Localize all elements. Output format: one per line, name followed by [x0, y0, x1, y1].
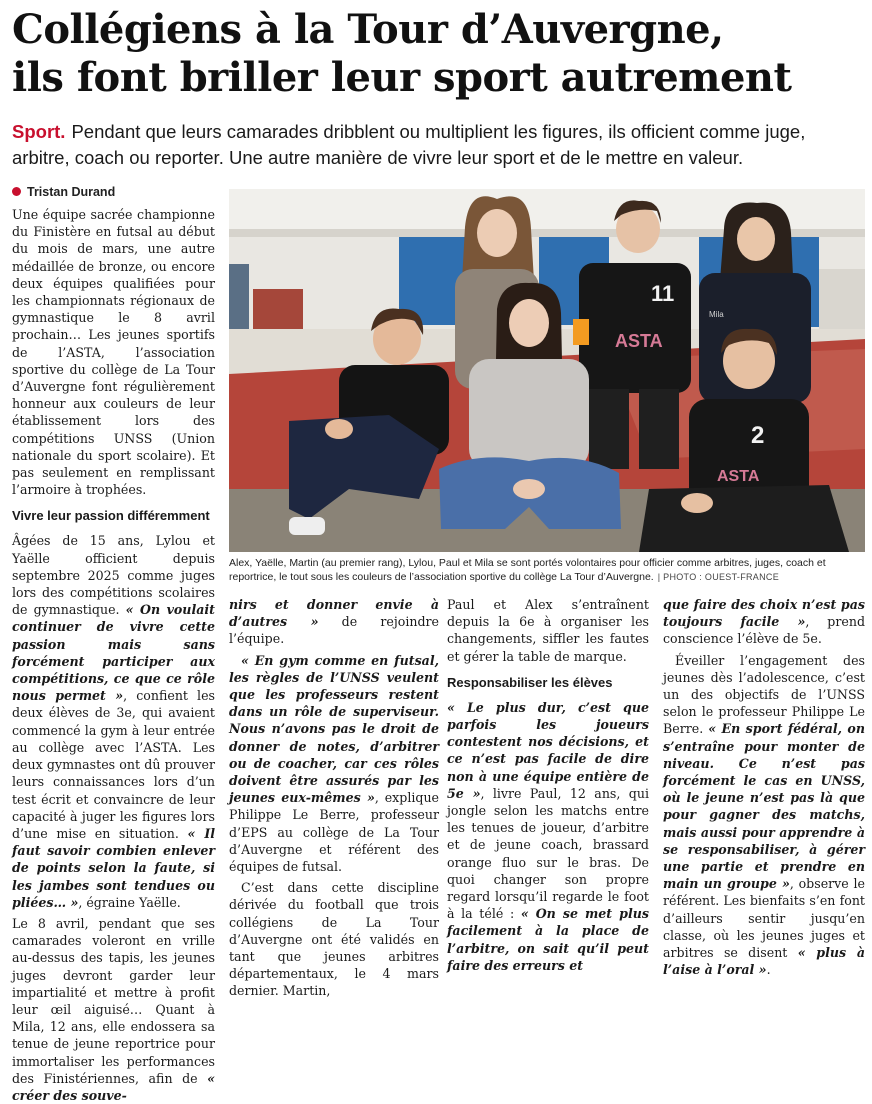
- text-segment: de rejoindre l’équipe.: [229, 614, 439, 647]
- section-kicker: Sport.: [12, 121, 66, 142]
- quote: « En sport fédéral, on s’entraîne pour monter de niveau. Ce n’est pas forcément le cas en UNSS, où le jeune n’est pas là que pour gagner des matchs, mais aussi pour apprendre à se responsabiliser, à gérer une partie et prendre en main un groupe »: [663, 721, 865, 892]
- paragraph-teacher-quote: [229, 652, 439, 876]
- quote: « créer des souve-: [12, 1070, 215, 1103]
- paragraph-souvenirs: [229, 596, 439, 648]
- paragraph-judges: [12, 532, 215, 910]
- text-segment: Le 8 avril, pendant que ses camarades voleront en vrille au-dessus des tapis, les jeunes juges devront garder leur impartialité et mettre à profit leur œil aiguisé… Quant à Mila, 12 ans, elle endossera sa tenue de jeune reportrice pour immortaliser les performances des Finistériennes, afin de: [12, 915, 215, 1086]
- quote: « On voulait continuer de vivre cette passion mais sans forcément participer aux compétitions, ce que ce rôle nous permet »: [12, 602, 215, 704]
- headline: [12, 6, 864, 102]
- paragraph-training: Paul et Alex s’entraînent depuis la 6e à organiser les changements, siffler les fautes et gérer la table de marque.: [447, 597, 649, 664]
- text-segment: Éveiller l’engagement des jeunes dès l’adolescence, c’est un des objectifs de l’UNSS selon le professeur Philippe Le Berre.: [663, 652, 865, 737]
- intro-paragraph: Une équipe sacrée championne du Finistère en futsal au début du mois de mars, une autre médaillée de bronze, ou encore deux équipes qualifiées pour les championnats régionaux de gymnastique le 8 avril prochain… Les jeunes sportifs de l’ASTA, l’association sportive du collège de La Tour d’Auvergne font régulièrement honneur aux couleurs de leur établissement lors des compétitions UNSS (Union nationale du sport scolaire). Et pas seulement en remplissant l’armoire à trophées.: [12, 207, 215, 498]
- paragraph-engagement: [663, 652, 865, 979]
- text-segment: , observe le référent. Les bienfaits s’en font d’ailleurs sentir jusqu’en classe, où les jeunes juges et arbitres se disent: [663, 876, 865, 961]
- text-segment: , explique Philippe Le Berre, professeur d’EPS au collège de La Tour d’Auvergne et référent des équipes de futsal.: [229, 790, 440, 875]
- photo-illustration: [229, 189, 865, 552]
- group-photo: [229, 189, 865, 552]
- text-segment: , confient les deux élèves de 3e, qui avaient commencé la gym à leur entrée au collège avec l’ASTA. Les deux gymnastes ont dû prouver leurs connaissances lors d’un test écrit et convaincre de leur capacité à juger les figures lors d’une mise en situation.: [12, 688, 215, 841]
- subheading-passion: Vivre leur passion différemment: [12, 508, 210, 524]
- subheading-responsabiliser: Responsabiliser les élèves: [447, 674, 613, 690]
- author-name: Tristan Durand: [27, 185, 116, 199]
- quote: « plus à l’aise à l’oral »: [663, 945, 866, 978]
- quote: « Le plus dur, c’est que parfois les joueurs contestent nos décisions, et ce n’est pas facile de dire non à une équipe entière de 5e »: [447, 699, 649, 801]
- paragraph-april: [12, 915, 215, 1104]
- quote: « On se met plus facilement à la place de l’arbitre, on sait qu’il peut faire des erreurs et: [447, 906, 649, 973]
- quote: « En gym comme en futsal, les règles de l’UNSS veulent que les professeurs restent dans un rôle de superviseur. Nous n’avons pas le droit de donner de notes, d’arbitrer ou de coacher, car ces rôles doivent être assurés par les jeunes eux-mêmes »: [229, 652, 439, 806]
- column-3: [447, 596, 649, 974]
- shirt-number-11: 11: [651, 281, 675, 306]
- column-4: [663, 596, 865, 978]
- lead-paragraph: [12, 119, 864, 171]
- column-1: [12, 206, 215, 1103]
- shirt-number-2: 2: [751, 422, 765, 449]
- byline: [12, 185, 115, 199]
- text-segment: Âgées de 15 ans, Lylou et Yaëlle officient depuis septembre 2025 comme juges lors des compétitions scolaires de gymnastique.: [12, 533, 215, 618]
- paragraph-paul: [447, 699, 649, 974]
- text-segment: , prend conscience l’élève de 5e.: [663, 614, 866, 647]
- paragraph-choices: [663, 596, 865, 648]
- headline-line-2: ils font briller leur sport autrement: [12, 54, 792, 101]
- quote: nirs et donner envie à d’autres »: [229, 597, 439, 630]
- shirt-text-asta: ASTA: [615, 331, 663, 351]
- shirt-text-asta-2: ASTA: [717, 468, 760, 485]
- caption-text: Alex, Yaëlle, Martin (au premier rang), Lylou, Paul et Mila se sont portés volontaires pour officier comme arbitres, juges, coach et reportrice, le tout sous les couleurs de l’association sportive du collège La Tour d’Auvergne.: [229, 557, 826, 583]
- photo-caption: [229, 556, 865, 584]
- paragraph-futsal: C’est dans cette discipline dérivée du football que trois collégiens de La Tour d’Auvergne ont été validés en tant que jeunes arbitres départementaux, le 4 mars dernier. Martin,: [229, 880, 439, 999]
- column-2: [229, 596, 439, 1000]
- quote: que faire des choix n’est pas toujours facile »: [663, 597, 865, 630]
- text-segment: .: [766, 962, 771, 978]
- text-segment: , livre Paul, 12 ans, qui jongle selon les matchs entre les tenues de joueur, d’arbitre et de jeune coach, brassard orange fluo sur le bras. De quoi changer son propre regard lorsqu’il regarde le foot à la télé :: [447, 785, 649, 922]
- quote: « Il faut savoir combien enlever de points selon la faute, si les jambes sont tendues ou pliées… »: [12, 825, 215, 910]
- text-segment: , égraine Yaëlle.: [78, 894, 181, 910]
- lead-text: Pendant que leurs camarades dribblent ou multiplient les figures, ils officient comme juge, arbitre, coach ou reporter. Une autre manière de vivre leur sport et de le mettre en valeur.: [12, 121, 806, 168]
- bullet-dot-icon: [12, 187, 21, 196]
- photo-credit: | PHOTO : OUEST-FRANCE: [657, 572, 780, 582]
- headline-line-1: Collégiens à la Tour d’Auvergne,: [12, 6, 724, 53]
- name-tag-mila: Mila: [709, 310, 724, 319]
